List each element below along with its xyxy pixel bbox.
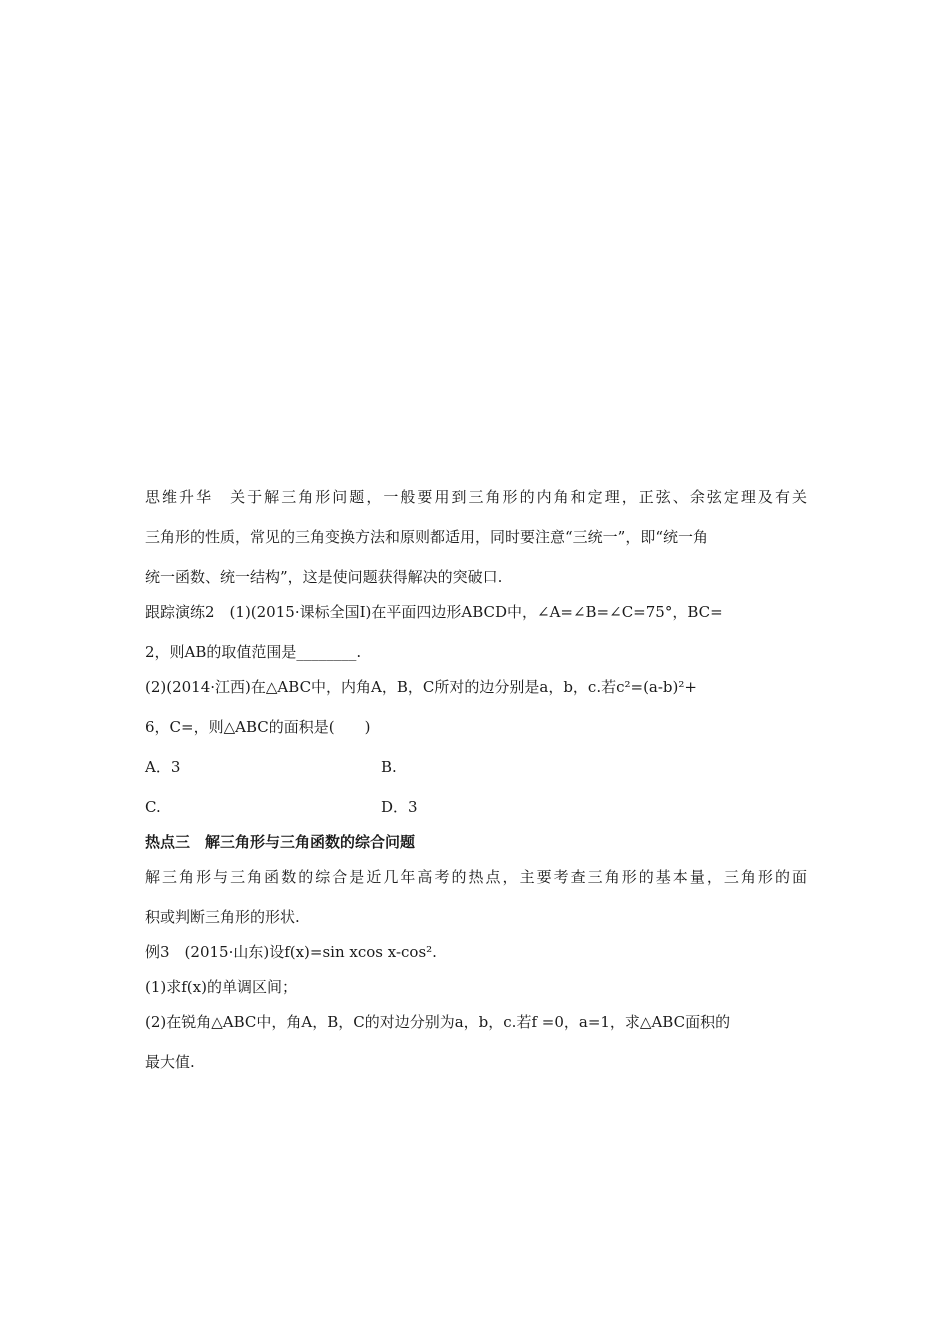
exercise-line-2: 2，则AB的取值范围是________. <box>145 643 362 661</box>
example-line-1: 例3 (2015·山东)设f(x)=sin xcos x-cos². <box>145 943 437 961</box>
options-row-2 <box>145 798 807 816</box>
exercise-line-4: 6，C=，则△ABC的面积是( ) <box>145 718 371 736</box>
example-line-2: (1)求f(x)的单调区间； <box>145 978 297 996</box>
option-d: D．3 <box>381 798 418 816</box>
option-b: B. <box>381 758 397 776</box>
option-a: A．3 <box>145 758 181 776</box>
section-line-1: 解三角形与三角函数的综合是近几年高考的热点，主要考查三角形的基本量，三角形的面 <box>145 868 807 886</box>
exercise-line-1: 跟踪演练2 (1)(2015·课标全国Ⅰ)在平面四边形ABCD中，∠A=∠B=∠C=75°，BC= <box>145 603 723 621</box>
exercise-line-3: (2)(2014·江西)在△ABC中，内角A，B，C所对的边分别是a，b，c.若c²=(a-b)²+ <box>145 678 697 696</box>
summary-line-2: 三角形的性质，常见的三角变换方法和原则都适用，同时要注意“三统一”，即“统一角 <box>145 528 709 546</box>
section-line-2: 积或判断三角形的形状. <box>145 908 300 926</box>
summary-line-3: 统一函数、统一结构”，这是使问题获得解决的突破口. <box>145 568 503 586</box>
example-line-4: 最大值. <box>145 1053 195 1071</box>
summary-line-1: 思维升华 关于解三角形问题，一般要用到三角形的内角和定理，正弦、余弦定理及有关 <box>145 488 807 506</box>
section-heading: 热点三 解三角形与三角函数的综合问题 <box>145 833 416 851</box>
options-row-1 <box>145 758 807 776</box>
document-body <box>145 488 807 1071</box>
option-c: C. <box>145 798 161 816</box>
example-line-3: (2)在锐角△ABC中，角A，B，C的对边分别为a，b，c.若f =0，a=1，求△ABC面积的 <box>145 1013 731 1031</box>
